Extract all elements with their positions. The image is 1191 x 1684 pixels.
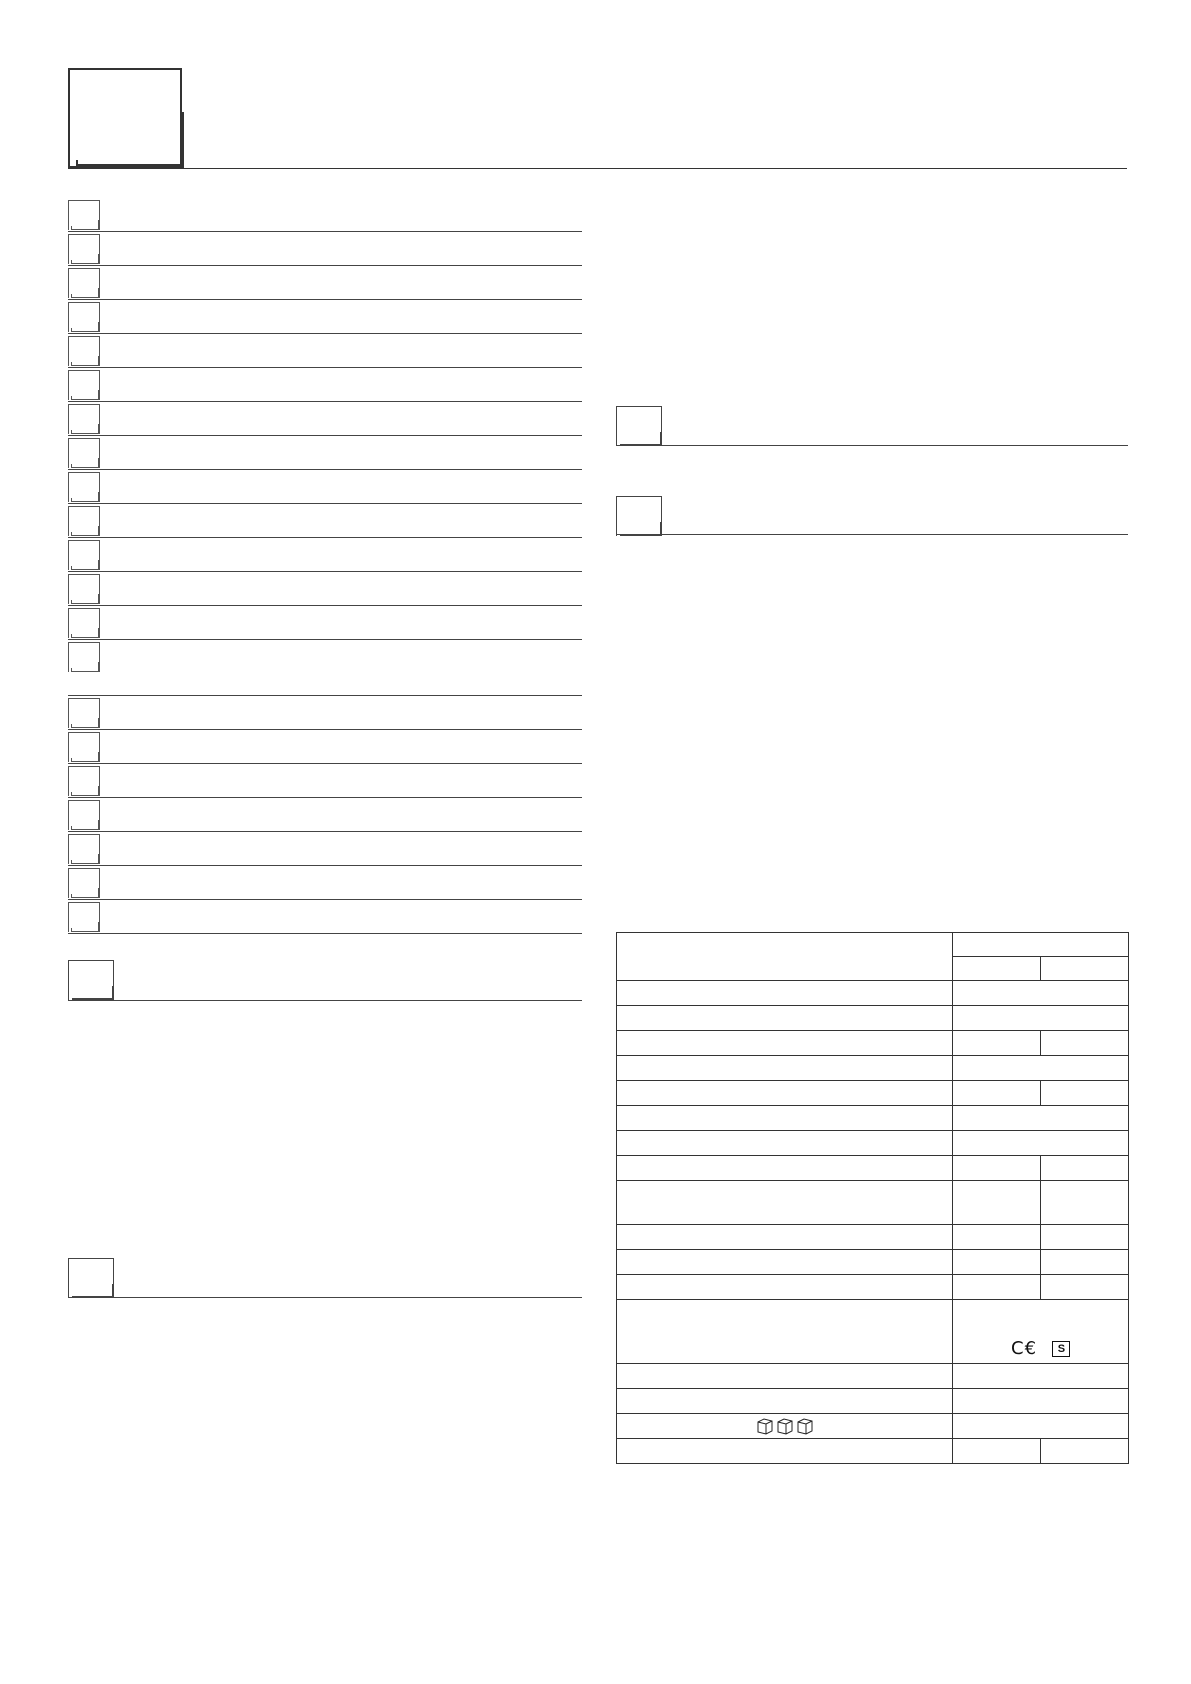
table-row (617, 1250, 1129, 1275)
cube-icon-group (756, 1417, 814, 1435)
list-item (68, 730, 582, 764)
chapter-box-shadow (68, 68, 184, 168)
list-item (68, 504, 582, 538)
section-marker (68, 1258, 114, 1298)
table-cell (1041, 1031, 1129, 1056)
list-item (68, 266, 582, 300)
item-number-box (68, 336, 100, 366)
table-cell (953, 1414, 1129, 1439)
table-row (617, 1031, 1129, 1056)
table-cell (617, 1439, 953, 1464)
table-cell (953, 1106, 1129, 1131)
item-number-box (68, 302, 100, 332)
table-cell (617, 1250, 953, 1275)
cube-icon (776, 1417, 794, 1435)
item-number-box (68, 642, 100, 672)
table-cell (617, 981, 953, 1006)
table-cell (617, 1031, 953, 1056)
header-rule (68, 168, 1127, 169)
item-number-box (68, 800, 100, 830)
chapter-box (68, 68, 184, 168)
table-row (617, 1275, 1129, 1300)
item-number-box (68, 698, 100, 728)
table-cell (617, 1131, 953, 1156)
table-cell (953, 1131, 1129, 1156)
table-cell (617, 1275, 953, 1300)
table-row (617, 1364, 1129, 1389)
item-number-box (68, 608, 100, 638)
item-number-box (68, 438, 100, 468)
item-number-box (68, 200, 100, 230)
list-item (68, 436, 582, 470)
table-row (617, 1156, 1129, 1181)
table-cell (1041, 1156, 1129, 1181)
item-number-box (68, 404, 100, 434)
table-row (617, 1056, 1129, 1081)
table-cell (617, 1056, 953, 1081)
ce-mark-icon: C€ (1011, 1338, 1038, 1359)
table-cell (1041, 1275, 1129, 1300)
table-cell (617, 933, 953, 981)
section-marker (68, 960, 114, 1000)
table-cell (617, 1006, 953, 1031)
table-cell (1041, 1225, 1129, 1250)
item-number-box (68, 506, 100, 536)
item-number-box (68, 574, 100, 604)
list-item (68, 538, 582, 572)
table-cell (1041, 1081, 1129, 1106)
table-row (617, 1181, 1129, 1225)
table-cell (953, 1300, 1129, 1364)
table-cell (953, 1225, 1041, 1250)
item-number-box (68, 472, 100, 502)
table-cell (617, 1181, 953, 1225)
table-cell (1041, 1181, 1129, 1225)
list-item (68, 900, 582, 934)
table-cell (617, 1389, 953, 1414)
list-item (68, 640, 582, 696)
table-cell (953, 1156, 1041, 1181)
list-item (68, 300, 582, 334)
item-number-box (68, 540, 100, 570)
table-cell (953, 1031, 1041, 1056)
table-cell (1041, 1250, 1129, 1275)
list-item (68, 232, 582, 266)
table-cell (953, 1006, 1129, 1031)
table-row (617, 1106, 1129, 1131)
table-row (617, 1131, 1129, 1156)
table-cell (617, 1300, 953, 1364)
section-rule (68, 1000, 582, 1001)
table-cell (953, 1439, 1041, 1464)
table-cell (953, 1389, 1129, 1414)
table-cell (953, 1275, 1041, 1300)
table-row (617, 1300, 1129, 1364)
table-row (617, 1439, 1129, 1464)
list-item (68, 866, 582, 900)
table-cell (953, 1250, 1041, 1275)
item-number-box (68, 766, 100, 796)
section-marker (616, 496, 662, 536)
table-row (617, 933, 1129, 957)
table-row (617, 1081, 1129, 1106)
list-item (68, 198, 582, 232)
table-cell (617, 1414, 953, 1439)
table-cell (953, 1081, 1041, 1106)
item-number-box (68, 732, 100, 762)
item-number-box (68, 370, 100, 400)
section-rule (68, 1297, 582, 1298)
item-number-box (68, 834, 100, 864)
table-row (617, 1389, 1129, 1414)
item-number-box (68, 868, 100, 898)
table-cell (617, 1364, 953, 1389)
s-mark-icon: S (1052, 1341, 1070, 1357)
list-item (68, 368, 582, 402)
list-item (68, 572, 582, 606)
section-rule (616, 445, 1128, 446)
item-number-box (68, 234, 100, 264)
list-item (68, 764, 582, 798)
list-item-rule (68, 933, 582, 934)
table-cell (617, 1225, 953, 1250)
table-cell (617, 1106, 953, 1131)
table-cell (1041, 957, 1129, 981)
table-cell (617, 1156, 953, 1181)
list-item (68, 832, 582, 866)
item-number-box (68, 268, 100, 298)
table-row (617, 1414, 1129, 1439)
item-number-box (68, 902, 100, 932)
table-cell (953, 933, 1129, 957)
section-rule (616, 534, 1128, 535)
table-row (617, 981, 1129, 1006)
table-row (617, 1006, 1129, 1031)
section-marker (616, 406, 662, 446)
table-cell (953, 1364, 1129, 1389)
spec-table (616, 932, 1129, 1464)
table-row (617, 1225, 1129, 1250)
cube-icon (796, 1417, 814, 1435)
list-item (68, 696, 582, 730)
list-item (68, 470, 582, 504)
list-item (68, 606, 582, 640)
table-cell (953, 981, 1129, 1006)
cube-icon (756, 1417, 774, 1435)
list-item (68, 798, 582, 832)
table-cell (1041, 1439, 1129, 1464)
table-cell (953, 1181, 1041, 1225)
list-item (68, 334, 582, 368)
table-cell (617, 1081, 953, 1106)
table-cell (953, 957, 1041, 981)
list-item (68, 402, 582, 436)
table-cell (953, 1056, 1129, 1081)
